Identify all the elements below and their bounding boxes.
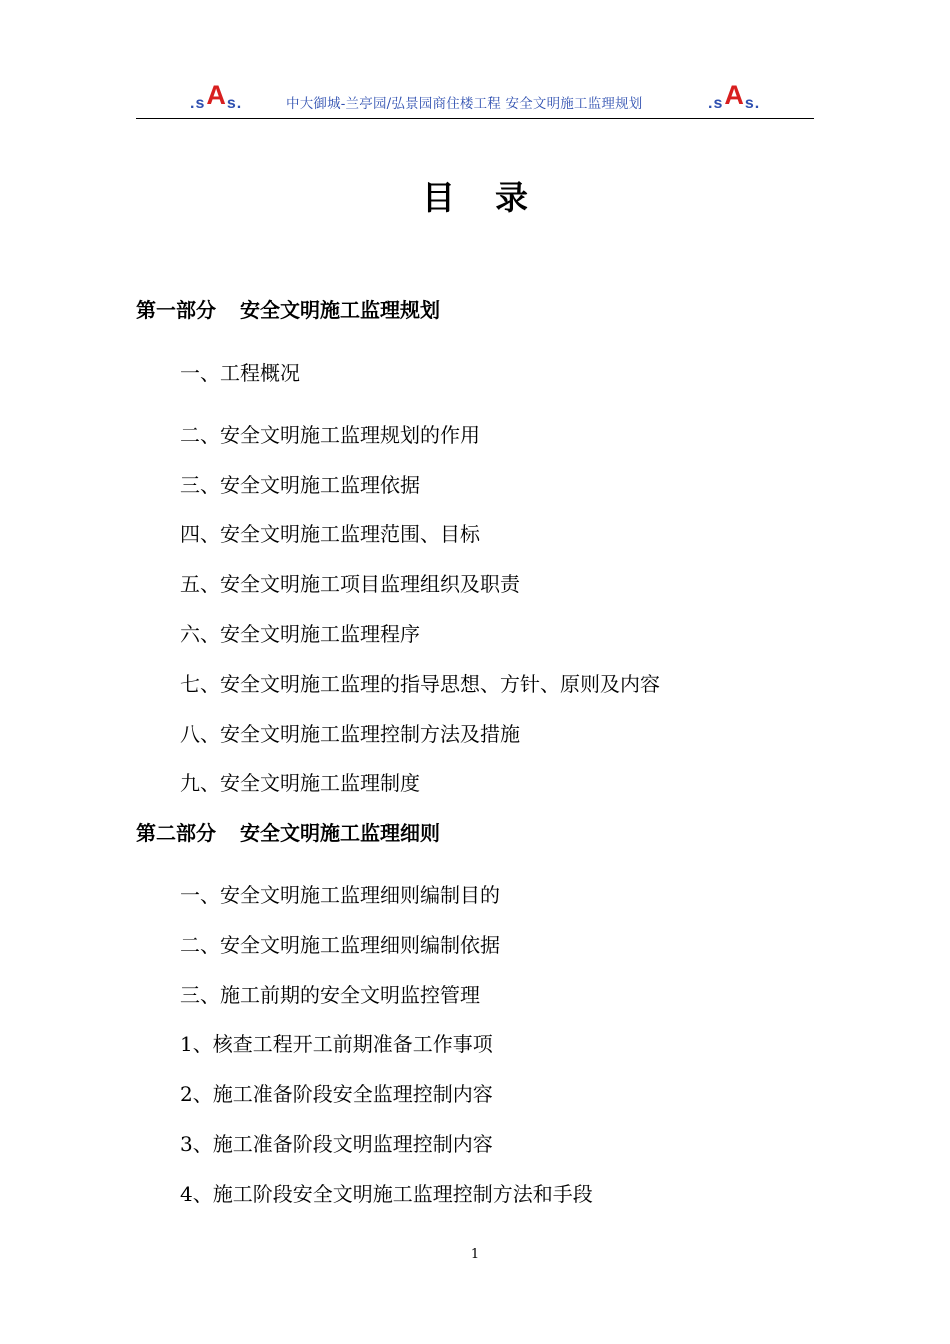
section-label: 第一部分 — [136, 298, 216, 322]
toc-item: 1、核查工程开工前期准备工作事项 — [180, 1032, 493, 1056]
toc-item: 3、施工准备阶段文明监理控制内容 — [180, 1132, 493, 1156]
section-title: 安全文明施工监理细则 — [240, 821, 440, 845]
toc-item: 一、工程概况 — [180, 361, 300, 385]
logo-text-mid: A — [206, 80, 226, 110]
section-label: 第二部分 — [136, 821, 216, 845]
section-heading-part2 — [136, 817, 440, 846]
toc-item: 一、安全文明施工监理细则编制目的 — [180, 883, 500, 907]
logo-text-mid: A — [724, 80, 744, 110]
toc-item: 二、安全文明施工监理规划的作用 — [180, 423, 480, 447]
header-title: 中大御城-兰亭园/弘景园商住楼工程 安全文明施工监理规划 — [286, 96, 643, 112]
sas-logo-right — [708, 78, 760, 112]
logo-text-pre: .s — [190, 95, 206, 112]
toc-item: 2、施工准备阶段安全监理控制内容 — [180, 1082, 493, 1106]
toc-item: 四、安全文明施工监理范围、目标 — [180, 522, 480, 546]
section-title: 安全文明施工监理规划 — [240, 298, 440, 322]
logo-text-post: s. — [226, 95, 243, 112]
toc-item: 三、安全文明施工监理依据 — [180, 473, 420, 497]
sas-logo-left — [190, 78, 242, 112]
toc-item: 九、安全文明施工监理制度 — [180, 771, 420, 795]
logo-text-pre: .s — [708, 95, 724, 112]
logo-text-post: s. — [744, 95, 761, 112]
document-title: 目录 — [422, 178, 568, 217]
page-header — [136, 78, 814, 119]
toc-item: 七、安全文明施工监理的指导思想、方针、原则及内容 — [180, 672, 660, 696]
toc-item: 八、安全文明施工监理控制方法及措施 — [180, 722, 520, 746]
toc-item: 三、施工前期的安全文明监控管理 — [180, 983, 480, 1007]
page-number: 1 — [470, 1247, 480, 1262]
toc-item: 二、安全文明施工监理细则编制依据 — [180, 933, 500, 957]
toc-item: 4、施工阶段安全文明施工监理控制方法和手段 — [180, 1182, 593, 1206]
toc-item: 五、安全文明施工项目监理组织及职责 — [180, 572, 520, 596]
section-heading-part1 — [136, 294, 440, 323]
toc-item: 六、安全文明施工监理程序 — [180, 622, 420, 646]
